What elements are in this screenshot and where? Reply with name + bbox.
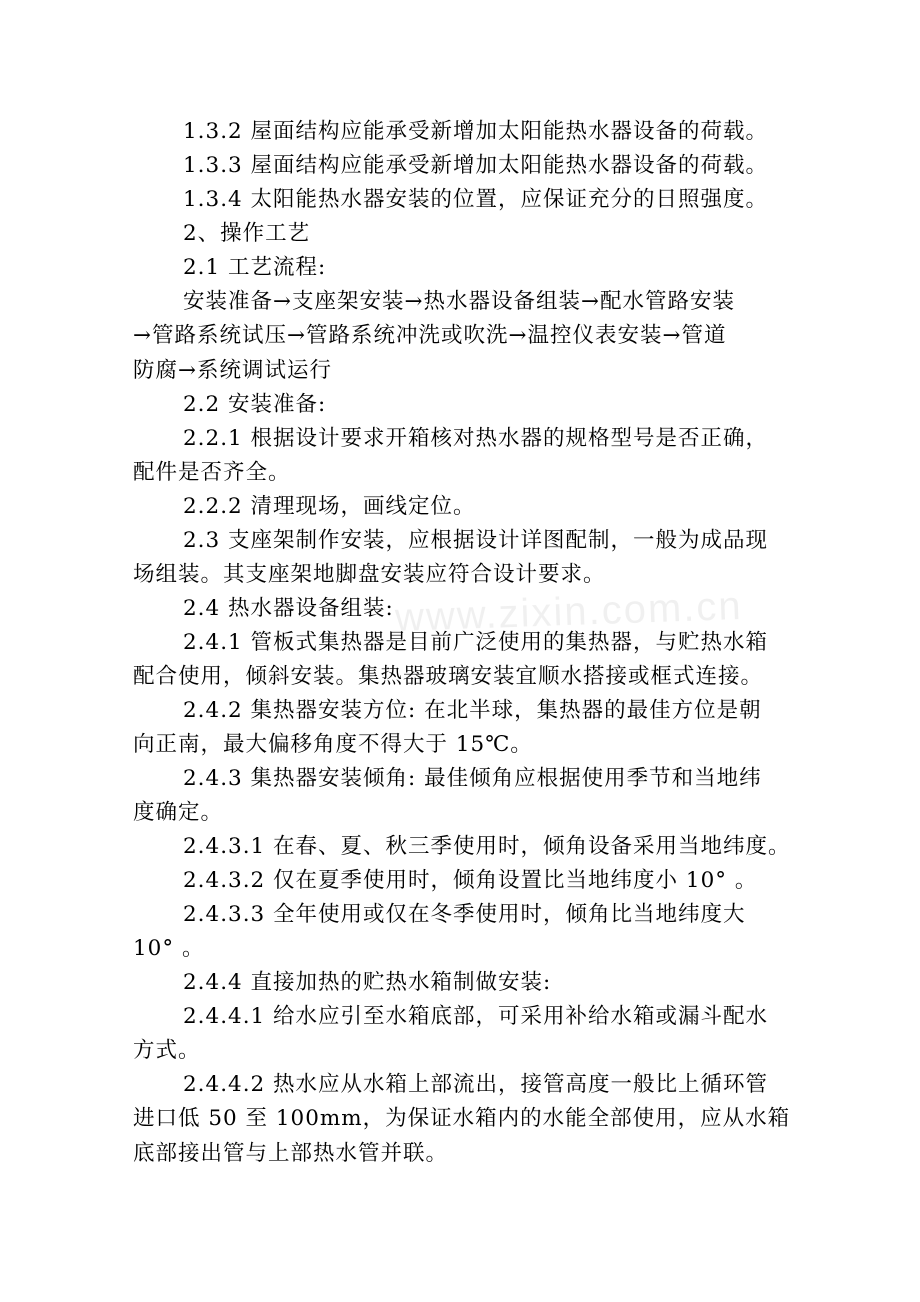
paragraph-2-3 — [133, 524, 813, 593]
text-line: 2.4.4.1 给水应引至水箱底部，可采用补给水箱或漏斗配水 — [183, 1004, 769, 1029]
paragraph-2-4-3 — [133, 762, 813, 831]
paragraph-1-3-3 — [133, 149, 813, 183]
text-line: 配合使用，倾斜安装。集热器玻璃安装宜顺水搭接或框式连接。 — [133, 664, 764, 690]
text-line: 1.3.4 太阳能热水器安装的位置，应保证充分的日照强度。 — [183, 187, 769, 212]
paragraph-2-4-4-1 — [133, 1000, 813, 1069]
text-line: 配件是否齐全。 — [133, 460, 291, 486]
paragraph-2-2-2 — [133, 490, 813, 524]
paragraph-2-4-3-1 — [133, 830, 813, 864]
paragraph-1-3-4 — [133, 183, 813, 217]
process-flow — [133, 285, 813, 388]
text-line: 进口低 50 至 100mm，为保证水箱内的水能全部使用，应从水箱 — [133, 1106, 791, 1132]
text-line: 2.4.3.2 仅在夏季使用时，倾角设置比当地纬度小 10° 。 — [183, 868, 758, 893]
text-line: 方式。 — [133, 1038, 201, 1064]
paragraph-2-4-3-2 — [133, 864, 813, 898]
text-line: 2.4.2 集热器安装方位: 在北半球，集热器的最佳方位是朝 — [183, 698, 762, 723]
paragraph-2-2-1 — [133, 422, 813, 491]
text-line: 2.1 工艺流程: — [183, 255, 327, 280]
text-line: 2.4.1 管板式集热器是目前广泛使用的集热器，与贮热水箱 — [183, 630, 769, 655]
text-line: →管路系统试压→管路系统冲洗或吹洗→温控仪表安装→管道 — [133, 323, 727, 349]
heading-2-2 — [133, 388, 813, 422]
text-line: 1.3.3 屋面结构应能承受新增加太阳能热水器设备的荷载。 — [183, 153, 769, 178]
text-line: 2、操作工艺 — [183, 221, 311, 246]
watermark: www.zixin.com.cn — [394, 583, 744, 641]
text-line: 10° 。 — [133, 936, 205, 962]
heading-2-4 — [133, 592, 813, 626]
text-line: 防腐→系统调试运行 — [133, 357, 333, 383]
paragraph-2-4-2 — [133, 694, 813, 763]
text-line: 2.2 安装准备: — [183, 392, 327, 417]
text-line: 2.4.3.3 全年使用或仅在冬季使用时，倾角比当地纬度大 — [183, 902, 746, 927]
text-line: 2.4.3 集热器安装倾角: 最佳倾角应根据使用季节和当地纬 — [183, 766, 762, 791]
text-line: 向正南，最大偏移角度不得大于 15℃。 — [133, 732, 533, 758]
section-heading-2 — [133, 217, 813, 251]
text-line: 2.2.1 根据设计要求开箱核对热水器的规格型号是否正确， — [183, 426, 769, 451]
paragraph-2-4-3-3 — [133, 898, 813, 967]
heading-2-4-4 — [133, 966, 813, 1000]
text-line: 安装准备→支座架安装→热水器设备组装→配水管路安装 — [183, 289, 736, 314]
text-line: 2.4.3.1 在春、夏、秋三季使用时，倾角设备采用当地纬度。 — [183, 834, 791, 859]
text-line: 底部接出管与上部热水管并联。 — [133, 1140, 449, 1166]
text-line: 场组装。其支座架地脚盘安装应符合设计要求。 — [133, 562, 606, 588]
text-line: 1.3.2 屋面结构应能承受新增加太阳能热水器设备的荷载。 — [183, 119, 769, 144]
text-line: 2.2.2 清理现场，画线定位。 — [183, 494, 476, 519]
paragraph-1-3-2 — [133, 115, 813, 149]
text-line: 度确定。 — [133, 800, 224, 826]
heading-2-1 — [133, 251, 813, 285]
text-line: 2.4 热水器设备组装: — [183, 596, 394, 621]
text-line: 2.4.4 直接加热的贮热水箱制做安装: — [183, 970, 552, 995]
text-line: 2.3 支座架制作安装，应根据设计详图配制，一般为成品现 — [183, 528, 769, 553]
text-line: 2.4.4.2 热水应从水箱上部流出，接管高度一般比上循环管 — [183, 1072, 769, 1097]
paragraph-2-4-4-2 — [133, 1068, 813, 1171]
paragraph-2-4-1 — [133, 626, 813, 695]
